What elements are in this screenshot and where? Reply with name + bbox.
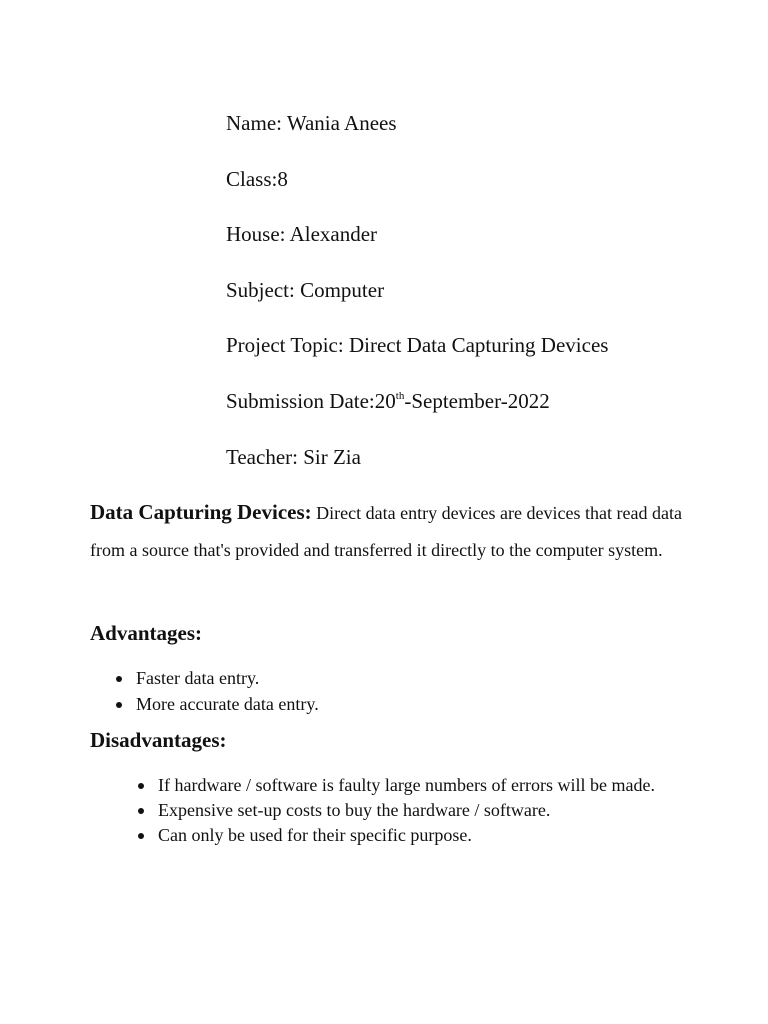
advantages-heading: Advantages: <box>90 621 203 645</box>
list-item <box>136 666 696 690</box>
student-name: Name: Wania Anees <box>226 111 397 135</box>
intro-text: Direct data entry devices are devices that read data from a source that's provided and transferred it directly to the computer system. <box>90 503 682 560</box>
list-item-text: Faster data entry. <box>136 668 260 688</box>
bullet-icon <box>116 676 122 682</box>
project-topic: Project Topic: Direct Data Capturing Devices <box>226 333 609 358</box>
list-item-text: Expensive set-up costs to buy the hardware / software. <box>158 800 551 820</box>
submission-date <box>226 386 746 416</box>
advantages-list <box>136 666 696 718</box>
list-item <box>158 798 678 822</box>
submission-date-ordinal: th <box>395 389 405 402</box>
bullet-icon <box>138 833 144 839</box>
intro-term: Data Capturing Devices: <box>90 500 312 524</box>
intro-paragraph <box>90 494 690 568</box>
list-item-text: Can only be used for their specific purpose. <box>158 825 472 845</box>
submission-date-prefix: Submission Date:20 <box>226 388 396 413</box>
disadvantages-list <box>158 773 678 848</box>
list-item <box>136 692 696 716</box>
student-info-block <box>226 108 746 497</box>
student-house: House: Alexander <box>226 222 378 247</box>
bullet-icon <box>116 702 122 708</box>
bullet-icon <box>138 783 144 789</box>
disadvantages-heading: Disadvantages: <box>90 728 227 752</box>
teacher: Teacher: Sir Zia <box>226 444 361 469</box>
list-item <box>158 773 678 797</box>
list-item <box>158 823 678 847</box>
submission-date-suffix: -September-2022 <box>404 388 550 413</box>
list-item-text: If hardware / software is faulty large numbers of errors will be made. <box>158 775 655 795</box>
bullet-icon <box>138 808 144 814</box>
list-item-text: More accurate data entry. <box>136 694 319 714</box>
subject: Subject: Computer <box>226 277 385 302</box>
student-class: Class:8 <box>226 166 288 191</box>
